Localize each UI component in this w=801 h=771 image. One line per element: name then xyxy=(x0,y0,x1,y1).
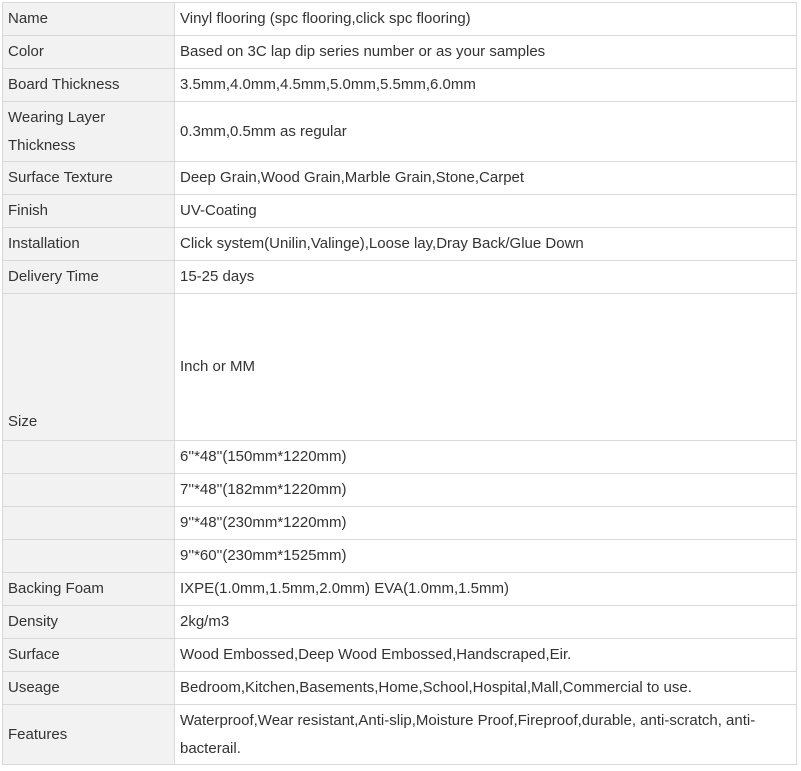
spec-value: Inch or MM xyxy=(175,294,797,441)
spec-row-backing-foam xyxy=(3,573,797,606)
spec-label xyxy=(3,441,175,474)
spec-row-features xyxy=(3,705,797,765)
spec-row-size-option xyxy=(3,474,797,507)
spec-value: Waterproof,Wear resistant,Anti-slip,Moisture Proof,Fireproof,durable, anti-scratch, anti-bacterail. xyxy=(175,705,797,765)
spec-label: Board Thickness xyxy=(3,69,175,102)
spec-label: Features xyxy=(3,705,175,765)
spec-row-finish xyxy=(3,195,797,228)
spec-value: 9''*48''(230mm*1220mm) xyxy=(175,507,797,540)
spec-value: Deep Grain,Wood Grain,Marble Grain,Stone,Carpet xyxy=(175,162,797,195)
spec-label: Name xyxy=(3,3,175,36)
spec-value: Based on 3C lap dip series number or as your samples xyxy=(175,36,797,69)
spec-row-density xyxy=(3,606,797,639)
spec-label: Color xyxy=(3,36,175,69)
spec-label: Size xyxy=(3,294,175,441)
spec-row-delivery-time xyxy=(3,261,797,294)
spec-value: 7''*48''(182mm*1220mm) xyxy=(175,474,797,507)
spec-row-surface xyxy=(3,639,797,672)
spec-label: Surface xyxy=(3,639,175,672)
spec-label: Finish xyxy=(3,195,175,228)
spec-value: Wood Embossed,Deep Wood Embossed,Handscraped,Eir. xyxy=(175,639,797,672)
spec-value: 15-25 days xyxy=(175,261,797,294)
spec-label xyxy=(3,507,175,540)
spec-label: Backing Foam xyxy=(3,573,175,606)
spec-value: UV-Coating xyxy=(175,195,797,228)
spec-label xyxy=(3,474,175,507)
spec-row-size-option xyxy=(3,540,797,573)
spec-label: Installation xyxy=(3,228,175,261)
spec-row-name xyxy=(3,3,797,36)
spec-table xyxy=(2,2,797,765)
spec-row-installation xyxy=(3,228,797,261)
spec-row-board-thickness xyxy=(3,69,797,102)
spec-label: Useage xyxy=(3,672,175,705)
spec-value: 0.3mm,0.5mm as regular xyxy=(175,102,797,162)
spec-row-surface-texture xyxy=(3,162,797,195)
spec-row-wearing-layer xyxy=(3,102,797,162)
spec-row-size-option xyxy=(3,507,797,540)
spec-row-size-option xyxy=(3,441,797,474)
spec-value: Bedroom,Kitchen,Basements,Home,School,Hospital,Mall,Commercial to use. xyxy=(175,672,797,705)
spec-label: Density xyxy=(3,606,175,639)
spec-row-size xyxy=(3,294,797,441)
spec-value: 2kg/m3 xyxy=(175,606,797,639)
spec-value: 3.5mm,4.0mm,4.5mm,5.0mm,5.5mm,6.0mm xyxy=(175,69,797,102)
spec-value: IXPE(1.0mm,1.5mm,2.0mm) EVA(1.0mm,1.5mm) xyxy=(175,573,797,606)
spec-value: Click system(Unilin,Valinge),Loose lay,Dray Back/Glue Down xyxy=(175,228,797,261)
spec-row-color xyxy=(3,36,797,69)
spec-label: Wearing Layer Thickness xyxy=(3,102,175,162)
spec-value: 9''*60''(230mm*1525mm) xyxy=(175,540,797,573)
spec-label: Surface Texture xyxy=(3,162,175,195)
spec-label xyxy=(3,540,175,573)
spec-value: Vinyl flooring (spc flooring,click spc flooring) xyxy=(175,3,797,36)
spec-row-useage xyxy=(3,672,797,705)
spec-value: 6''*48''(150mm*1220mm) xyxy=(175,441,797,474)
spec-label: Delivery Time xyxy=(3,261,175,294)
